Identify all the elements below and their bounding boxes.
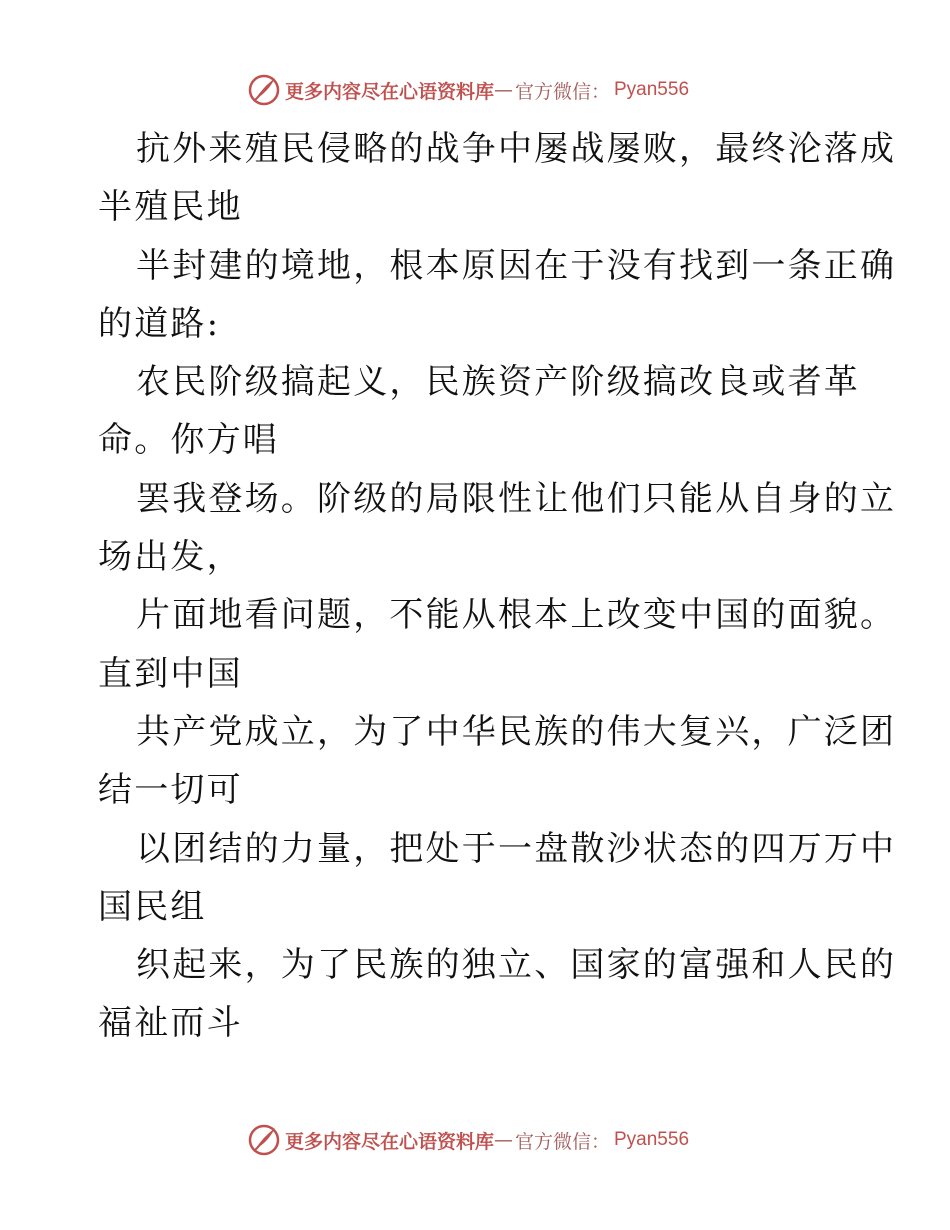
text-line: 的道路: [98, 303, 221, 344]
quill-pen-logo [247, 1123, 281, 1157]
text-line: 直到中国 [98, 653, 243, 694]
banner-account-id: Pyan556 [614, 1129, 690, 1150]
text-line: 罢我登场。阶级的局限性让他们只能从自身的立 [136, 478, 897, 519]
text-line: 织起来，为了民族的独立、国家的富强和人民的 [136, 945, 897, 986]
text-line: 以团结的力量，把处于一盘散沙状态的四万万中 [136, 828, 897, 869]
text-line: 国民组 [98, 886, 207, 927]
body-text [98, 120, 897, 1053]
banner-account-id: Pyan556 [614, 79, 690, 100]
text-line: 共产党成立，为了中华民族的伟大复兴，广泛团 [136, 711, 897, 752]
text-line: 结一切可 [98, 770, 243, 811]
text-line: 半封建的境地，根本原因在于没有找到一条正确 [136, 245, 897, 286]
header-banner [0, 70, 950, 110]
text-line: 场出发， [98, 537, 243, 578]
text-line: 农民阶级搞起义，民族资产阶级搞改良或者革 [136, 362, 860, 403]
text-line: 抗外来殖民侵略的战争中屡战屡败，最终沦落成 [136, 129, 897, 169]
banner-separator: — [493, 1129, 513, 1151]
quill-pen-logo [247, 73, 281, 107]
text-line: 半殖民地 [98, 187, 243, 228]
banner-official-label: 官方微信： [514, 1130, 610, 1153]
banner-site-text: 更多内容尽在心语资料库 [284, 80, 494, 103]
footer-banner [0, 1120, 950, 1160]
text-line: 命。你方唱 [98, 420, 279, 461]
banner-site-text: 更多内容尽在心语资料库 [284, 1130, 494, 1153]
text-line: 福祉而斗 [98, 1003, 243, 1044]
banner-official-label: 官方微信： [514, 80, 610, 103]
banner-separator: — [493, 79, 513, 101]
text-line: 片面地看问题，不能从根本上改变中国的面貌。 [136, 595, 897, 636]
